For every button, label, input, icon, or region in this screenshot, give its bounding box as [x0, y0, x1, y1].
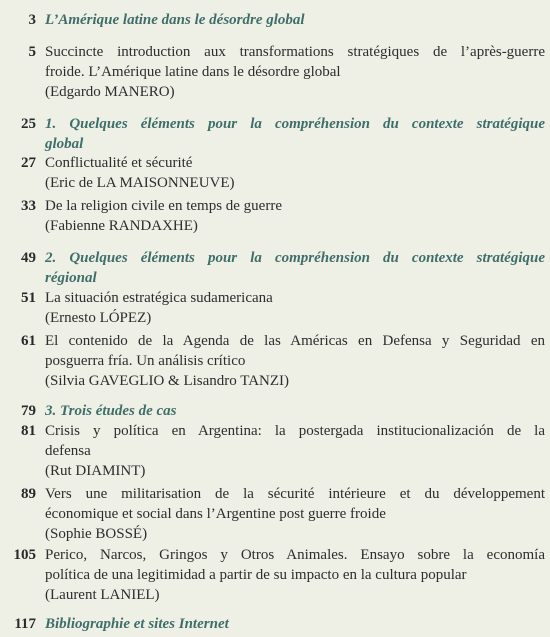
article-title: Conflictualité et sécurité (Eric de LA MAISONNEUVE) [45, 153, 545, 193]
article-author: (Sophie BOSSÉ) [45, 526, 148, 542]
page-number: 25 [21, 116, 36, 132]
section-title: L’Amérique latine dans le désordre global [45, 12, 305, 28]
article-author: (Fabienne RANDAXHE) [45, 218, 198, 234]
page-number: 49 [21, 250, 36, 266]
section-title: Bibliographie et sites Internet [45, 616, 229, 632]
section-title: 3. Trois études de cas [45, 403, 177, 419]
article-author: (Ernesto LÓPEZ) [45, 310, 152, 326]
article-title: Vers une militarisation de la sécurité intérieure et du développement économique et social dans l’Argentine post guerre froide (Sophie BOSSÉ) [45, 486, 545, 542]
page-number: 89 [21, 486, 36, 502]
page-number: 117 [14, 616, 36, 632]
article-author: (Eric de LA MAISONNEUVE) [45, 175, 235, 191]
page-number: 33 [21, 198, 36, 214]
page-number: 105 [13, 547, 36, 563]
page-number: 61 [21, 333, 36, 349]
article-author: (Laurent LANIEL) [45, 587, 160, 603]
page-number: 3 [28, 12, 36, 28]
article-author: (Rut DIAMINT) [45, 463, 146, 479]
article-title: Crisis y política en Argentina: la postergada institucionalización de la defensa (Rut DIAMINT) [45, 423, 545, 479]
section-title: 2. Quelques éléments pour la compréhension du contexte stratégique régional [45, 250, 545, 286]
article-author: (Silvia GAVEGLIO & Lisandro TANZI) [45, 373, 290, 389]
article-title: Perico, Narcos, Gringos y Otros Animales. Ensayo sobre la economía política de una legitimidad a partir de su impacto en la cultura popular (Laurent LANIEL) [45, 547, 545, 603]
article-title: La situación estratégica sudamericana (Ernesto LÓPEZ) [45, 288, 545, 328]
article-author: (Edgardo MANERO) [45, 84, 175, 100]
article-title: De la religion civile en temps de guerre (Fabienne RANDAXHE) [45, 196, 545, 236]
page-number: 51 [21, 290, 36, 306]
page-number: 5 [28, 44, 36, 60]
article-title: El contenido de la Agenda de las Américas en Defensa y Seguridad en posguerra fría. Un análisis crítico (Silvia GAVEGLIO & Lisandro TANZI) [45, 333, 545, 389]
section-title: 1. Quelques éléments pour la compréhension du contexte stratégique global [45, 116, 545, 152]
article-title: Succincte introduction aux transformations stratégiques de l’après-guerre froide. L’Amérique latine dans le désordre global (Edgardo MANERO) [45, 44, 545, 100]
page-number: 81 [21, 423, 36, 439]
page-number: 27 [21, 155, 36, 171]
page-number: 79 [21, 403, 36, 419]
